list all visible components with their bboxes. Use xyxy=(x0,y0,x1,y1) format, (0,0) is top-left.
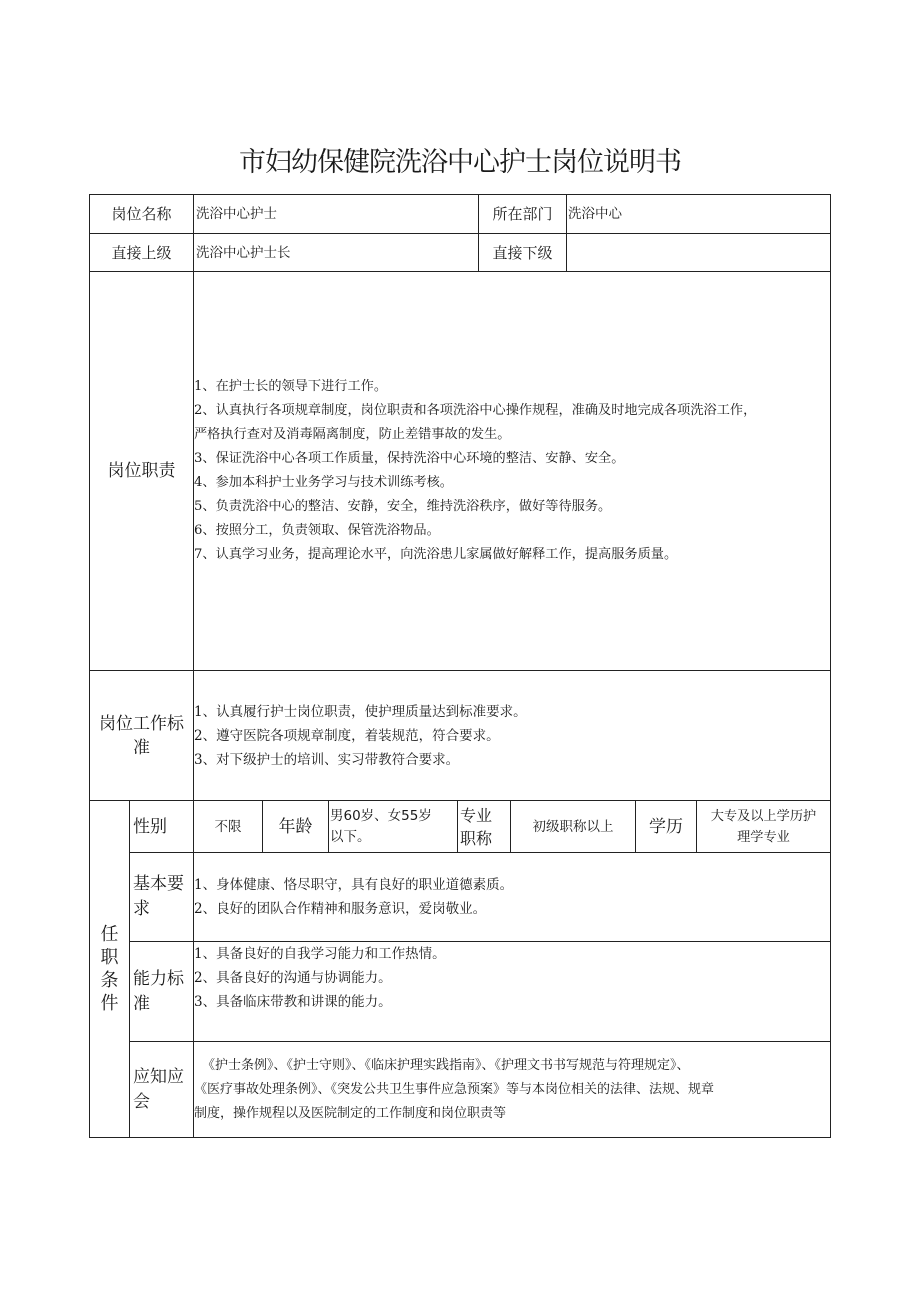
subordinate-value xyxy=(568,234,828,271)
standards-label xyxy=(90,671,193,800)
title-label-line: 职称 xyxy=(460,828,493,848)
education-label: 学历 xyxy=(649,816,683,837)
basic-label xyxy=(133,853,193,941)
qualifications-label xyxy=(90,801,129,1137)
qualifications-label-char: 任 xyxy=(100,924,119,945)
duty-item: 3、保证洗浴中心各项工作质量，保持洗浴中心环境的整洁、安静、安全。 xyxy=(194,451,625,466)
education-value xyxy=(697,801,830,852)
qualifications-label-char: 职 xyxy=(100,947,119,968)
title-value: 初级职称以上 xyxy=(532,818,614,835)
ability-item: 2、具备良好的沟通与协调能力。 xyxy=(194,970,392,986)
ability-list xyxy=(194,942,830,1041)
knowledge-label-line: 会 xyxy=(133,1091,150,1112)
title-label xyxy=(458,801,510,852)
age-label: 年龄 xyxy=(278,816,313,837)
standards-label-line: 岗位工作标 xyxy=(99,713,184,734)
gender-label: 性别 xyxy=(133,816,167,837)
ability-label-line: 准 xyxy=(133,993,150,1014)
standards-list xyxy=(194,671,830,800)
department-value: 洗浴中心 xyxy=(568,206,622,222)
duty-item: 1、在护士长的领导下进行工作。 xyxy=(194,379,388,394)
superior-label: 直接上级 xyxy=(111,243,172,262)
basic-list xyxy=(194,853,830,941)
ability-label-line: 能力标 xyxy=(133,968,184,989)
duty-item: 严格执行查对及消毒隔离制度，防止差错事故的发生。 xyxy=(194,427,511,442)
superior-value: 洗浴中心护士长 xyxy=(196,244,291,261)
ability-item: 1、具备良好的自我学习能力和工作热情。 xyxy=(194,946,446,962)
basic-label-line: 求 xyxy=(133,899,150,919)
standard-item: 3、对下级护士的培训、实习带教符合要求。 xyxy=(194,751,460,768)
title-label-line: 专业 xyxy=(460,805,493,825)
age-value-line: 男60岁、女55岁 xyxy=(330,807,432,824)
standards-label-line: 准 xyxy=(133,737,150,758)
knowledge-label xyxy=(133,1042,193,1137)
knowledge-line: 《医疗事故处理条例》、《突发公共卫生事件应急预案》等与本岗位相关的法律、法规、规章 xyxy=(194,1081,715,1097)
qualifications-label-char: 条 xyxy=(100,970,119,991)
qualifications-label-char: 件 xyxy=(100,993,119,1014)
knowledge-text xyxy=(194,1042,830,1137)
gender-value: 不限 xyxy=(214,818,242,835)
duties-label: 岗位职责 xyxy=(107,461,176,481)
duty-item: 7、认真学习业务，提高理论水平，向洗浴患儿家属做好解释工作，提高服务质量。 xyxy=(194,547,678,562)
position-name-label: 岗位名称 xyxy=(111,205,172,223)
duty-item: 2、认真执行各项规章制度，岗位职责和各项洗浴中心操作规程，准确及时地完成各项洗浴工作， xyxy=(194,403,757,418)
age-value-line: 以下。 xyxy=(330,828,371,845)
duty-item: 5、负责洗浴中心的整洁、安静，安全，维持洗浴秩序，做好等待服务。 xyxy=(194,499,612,514)
duties-list xyxy=(194,272,830,670)
basic-item: 2、良好的团队合作精神和服务意识，爱岗敬业。 xyxy=(194,901,487,917)
age-value xyxy=(330,801,457,852)
ability-label xyxy=(133,942,193,1041)
knowledge-label-line: 应知应 xyxy=(133,1066,184,1087)
basic-label-line: 基本要 xyxy=(133,874,184,894)
knowledge-line: 制度，操作规程以及医院制定的工作制度和岗位职责等 xyxy=(194,1105,507,1121)
duty-item: 4、参加本科护士业务学习与技术训练考核。 xyxy=(194,475,453,490)
knowledge-line: 《护士条例》、《护士守则》、《临床护理实践指南》、《护理文书书写规范与符理规定》、 xyxy=(202,1057,690,1073)
ability-item: 3、具备临床带教和讲课的能力。 xyxy=(194,994,392,1010)
education-value-line: 大专及以上学历护 xyxy=(710,808,817,824)
position-name-value: 洗浴中心护士 xyxy=(196,206,277,222)
basic-item: 1、身体健康、恪尽职守，具有良好的职业道德素质。 xyxy=(194,877,514,893)
duty-item: 6、按照分工，负责领取、保管洗浴物品。 xyxy=(194,523,440,538)
department-label: 所在部门 xyxy=(492,205,553,223)
subordinate-label: 直接下级 xyxy=(492,243,553,262)
page-title: 市妇幼保健院洗浴中心护士岗位说明书 xyxy=(239,147,681,178)
standard-item: 1、认真履行护士岗位职责，使护理质量达到标准要求。 xyxy=(194,703,527,720)
standard-item: 2、遵守医院各项规章制度，着装规范，符合要求。 xyxy=(194,727,500,744)
education-value-line: 理学专业 xyxy=(737,829,790,845)
